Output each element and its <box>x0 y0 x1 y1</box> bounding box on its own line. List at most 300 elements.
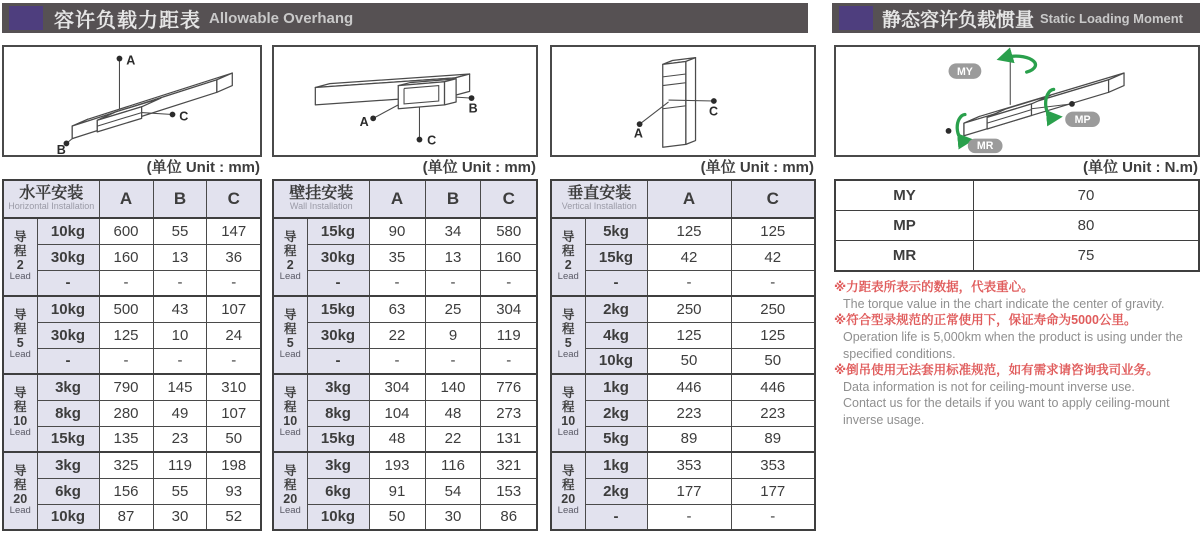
section-title-zh: 容许负载力距表 <box>54 9 201 32</box>
table-row <box>551 426 815 452</box>
lead-zh-char: 导 <box>13 308 27 323</box>
table-row <box>273 322 537 348</box>
lead-number: 10 <box>283 413 298 428</box>
horizontal-diagram-svg <box>4 47 260 155</box>
lead-cell-2 <box>3 218 37 296</box>
value-cell: 446 <box>647 374 731 400</box>
table-row <box>3 244 261 270</box>
lead-en: Lead <box>9 271 31 283</box>
table-row <box>551 478 815 504</box>
lead-zh-char: 导 <box>561 308 575 323</box>
moment-value-MY: 70 <box>974 180 1200 211</box>
value-cell: - <box>369 270 425 296</box>
value-cell: 10 <box>153 322 207 348</box>
value-cell: 22 <box>369 322 425 348</box>
table-row <box>273 426 537 452</box>
load-cell: - <box>37 270 99 296</box>
load-cell: - <box>307 270 369 296</box>
section-title-en: Allowable Overhang <box>209 9 354 27</box>
value-cell: 90 <box>369 218 425 244</box>
lead-zh-char: 导 <box>283 308 297 323</box>
table-row <box>3 452 261 478</box>
lead-zh-char: 程 <box>283 399 297 414</box>
load-cell: 2kg <box>585 296 647 322</box>
table-row <box>273 348 537 374</box>
load-cell: 10kg <box>585 348 647 374</box>
table-row <box>3 426 261 452</box>
value-cell: - <box>207 270 261 296</box>
value-cell: 140 <box>425 374 481 400</box>
value-cell: 93 <box>207 478 261 504</box>
value-cell: 500 <box>99 296 153 322</box>
moment-table <box>834 179 1200 272</box>
unit-label-mm: (单位 Unit : mm) <box>146 159 260 176</box>
lead-cell-2 <box>273 218 307 296</box>
table-title-en: Horizontal Installation <box>8 201 95 212</box>
horizontal-table-host <box>2 179 262 531</box>
lead-zh-char: 导 <box>561 464 575 479</box>
lead-cell-10 <box>273 374 307 452</box>
value-cell: 177 <box>731 478 815 504</box>
column-header-C: C <box>481 180 537 218</box>
load-cell: 5kg <box>585 218 647 244</box>
value-cell: 54 <box>425 478 481 504</box>
value-cell: 250 <box>647 296 731 322</box>
lead-zh-char: 程 <box>561 243 575 258</box>
lead-number: 2 <box>16 257 24 272</box>
lead-zh-char: 导 <box>13 230 27 245</box>
moment-table-host <box>834 179 1200 272</box>
load-cell: 6kg <box>307 478 369 504</box>
load-cell: 3kg <box>37 452 99 478</box>
lead-zh-char: 程 <box>561 321 575 336</box>
horizontal-table <box>2 179 262 531</box>
my-badge-label: MY <box>956 65 973 78</box>
table-row <box>551 322 815 348</box>
load-cell: 30kg <box>37 322 99 348</box>
column-header-B: B <box>425 180 481 218</box>
value-cell: 24 <box>207 322 261 348</box>
lead-zh-char: 导 <box>561 230 575 245</box>
lead-en: Lead <box>279 349 301 361</box>
value-cell: 49 <box>153 400 207 426</box>
column-header-A: A <box>369 180 425 218</box>
value-cell: - <box>647 504 731 530</box>
note-2 <box>834 312 1200 362</box>
value-cell: 790 <box>99 374 153 400</box>
table-title <box>551 180 647 218</box>
load-cell: 6kg <box>37 478 99 504</box>
table-row <box>551 400 815 426</box>
vertical-diagram <box>550 45 816 157</box>
mr-badge-label: MR <box>976 140 994 153</box>
value-cell: - <box>481 348 537 374</box>
value-cell: 30 <box>153 504 207 530</box>
table-row <box>551 452 815 478</box>
accent-square-icon <box>9 6 43 30</box>
value-cell: 34 <box>425 218 481 244</box>
value-cell: 273 <box>481 400 537 426</box>
value-cell: 223 <box>731 400 815 426</box>
load-cell: 8kg <box>37 400 99 426</box>
lead-zh-char: 导 <box>283 386 297 401</box>
note-3 <box>834 362 1200 429</box>
mr-axis-dot <box>946 128 952 134</box>
point-b-dot <box>469 95 475 101</box>
lead-en: Lead <box>557 271 579 283</box>
load-cell: 10kg <box>37 296 99 322</box>
wall-diagram <box>272 45 538 157</box>
table-row <box>3 218 261 244</box>
lead-cell-5 <box>3 296 37 374</box>
value-cell: - <box>153 270 207 296</box>
static-loading-moment-column <box>834 45 1200 429</box>
lead-number: 5 <box>16 335 24 350</box>
load-cell: 8kg <box>307 400 369 426</box>
lead-number: 20 <box>283 491 298 506</box>
value-cell: 353 <box>731 452 815 478</box>
table-row <box>3 348 261 374</box>
moment-value-MR: 75 <box>974 241 1200 272</box>
lead-cell-10 <box>551 374 585 452</box>
table-row <box>273 400 537 426</box>
lead-zh-char: 导 <box>561 386 575 401</box>
point-a-dot <box>370 115 376 121</box>
value-cell: 160 <box>481 244 537 270</box>
load-cell: - <box>307 348 369 374</box>
point-c-dot <box>417 137 423 143</box>
point-c-label: C <box>179 109 189 124</box>
table-row <box>551 374 815 400</box>
value-cell: 119 <box>481 322 537 348</box>
table-row <box>273 452 537 478</box>
value-cell: 30 <box>425 504 481 530</box>
load-cell: 10kg <box>37 218 99 244</box>
value-cell: 89 <box>647 426 731 452</box>
vertical-table-host <box>550 179 816 531</box>
load-cell: 10kg <box>37 504 99 530</box>
lead-cell-5 <box>273 296 307 374</box>
value-cell: 42 <box>647 244 731 270</box>
lead-number: 20 <box>13 491 28 506</box>
lead-number: 2 <box>286 257 294 272</box>
lead-number: 5 <box>286 335 294 350</box>
value-cell: 35 <box>369 244 425 270</box>
moment-label-MR: MR <box>835 241 974 272</box>
value-cell: 198 <box>207 452 261 478</box>
table-row <box>3 322 261 348</box>
value-cell: 13 <box>153 244 207 270</box>
lead-number: 20 <box>561 491 576 506</box>
value-cell: 22 <box>425 426 481 452</box>
load-cell: 15kg <box>307 296 369 322</box>
value-cell: - <box>647 270 731 296</box>
lead-cell-20 <box>273 452 307 530</box>
lead-number: 5 <box>564 335 572 350</box>
load-cell: 5kg <box>585 426 647 452</box>
value-cell: 223 <box>647 400 731 426</box>
value-cell: - <box>369 348 425 374</box>
load-cell: - <box>585 504 647 530</box>
table-row <box>273 374 537 400</box>
lead-zh-char: 导 <box>283 464 297 479</box>
value-cell: 23 <box>153 426 207 452</box>
lead-cell-10 <box>3 374 37 452</box>
value-cell: 250 <box>731 296 815 322</box>
value-cell: 55 <box>153 478 207 504</box>
note-zh: ※力距表所表示的数据，代表重心。 <box>834 280 1034 294</box>
load-cell: 15kg <box>307 218 369 244</box>
load-cell: 30kg <box>307 244 369 270</box>
value-cell: 36 <box>207 244 261 270</box>
value-cell: 177 <box>647 478 731 504</box>
note-zh: ※符合型录规范的正常使用下，保证寿命为5000公里。 <box>834 313 1137 328</box>
value-cell: - <box>153 348 207 374</box>
value-cell: 304 <box>481 296 537 322</box>
value-cell: - <box>731 504 815 530</box>
lead-zh-char: 程 <box>13 321 27 336</box>
value-cell: 87 <box>99 504 153 530</box>
lead-cell-5 <box>551 296 585 374</box>
lead-zh-char: 导 <box>13 386 27 401</box>
mp-badge-label: MP <box>1074 114 1091 127</box>
table-row <box>3 374 261 400</box>
value-cell: 48 <box>369 426 425 452</box>
value-cell: 107 <box>207 296 261 322</box>
value-cell: 42 <box>731 244 815 270</box>
point-c-dot <box>711 98 717 104</box>
horizontal-installation-column <box>2 45 262 531</box>
table-row <box>551 270 815 296</box>
unit-label-mm: (单位 Unit : mm) <box>422 159 536 176</box>
load-cell: 30kg <box>307 322 369 348</box>
section-header-allowable-overhang <box>2 3 808 33</box>
load-cell: 2kg <box>585 478 647 504</box>
value-cell: 119 <box>153 452 207 478</box>
table-row <box>551 244 815 270</box>
lead-en: Lead <box>557 349 579 361</box>
value-cell: 325 <box>99 452 153 478</box>
table-row <box>273 478 537 504</box>
value-cell: - <box>99 348 153 374</box>
lead-zh-char: 程 <box>13 243 27 258</box>
section-title-en: Static Loading Moment <box>1040 10 1184 26</box>
value-cell: 116 <box>425 452 481 478</box>
lead-en: Lead <box>279 271 301 283</box>
note-en: Operation life is 5,000km when the product is using under the specified conditions. <box>843 329 1183 361</box>
load-cell: 3kg <box>37 374 99 400</box>
lead-en: Lead <box>9 505 31 517</box>
lead-zh-char: 程 <box>13 477 27 492</box>
column-header-A: A <box>647 180 731 218</box>
section-title-zh: 静态容许负载惯量 <box>882 9 1035 31</box>
note-en: Data information is not for ceiling-mount inverse use. <box>843 379 1135 394</box>
value-cell: 50 <box>731 348 815 374</box>
lead-zh-char: 导 <box>13 464 27 479</box>
lead-en: Lead <box>279 505 301 517</box>
value-cell: 353 <box>647 452 731 478</box>
lead-number: 10 <box>561 413 576 428</box>
value-cell: - <box>731 270 815 296</box>
value-cell: 125 <box>731 322 815 348</box>
column-header-C: C <box>207 180 261 218</box>
value-cell: 446 <box>731 374 815 400</box>
load-cell: 4kg <box>585 322 647 348</box>
value-cell: 43 <box>153 296 207 322</box>
table-row <box>551 218 815 244</box>
column-header-C: C <box>731 180 815 218</box>
table-title-zh: 壁挂安装 <box>289 184 354 202</box>
note-en: The torque value in the chart indicate the center of gravity. <box>843 296 1165 311</box>
table-row <box>3 296 261 322</box>
load-cell: - <box>37 348 99 374</box>
value-cell: 135 <box>99 426 153 452</box>
table-row <box>3 478 261 504</box>
lead-en: Lead <box>9 427 31 439</box>
moment-diagram-svg <box>836 47 1198 155</box>
value-cell: 125 <box>99 322 153 348</box>
lead-cell-20 <box>3 452 37 530</box>
load-cell: 3kg <box>307 452 369 478</box>
load-cell: 2kg <box>585 400 647 426</box>
value-cell: 580 <box>481 218 537 244</box>
value-cell: 160 <box>99 244 153 270</box>
value-cell: 193 <box>369 452 425 478</box>
load-cell: 1kg <box>585 452 647 478</box>
table-row <box>551 348 815 374</box>
lead-zh-char: 程 <box>283 243 297 258</box>
lead-zh-char: 程 <box>283 321 297 336</box>
load-cell: 15kg <box>37 426 99 452</box>
note-zh: ※倒吊使用无法套用标准规范，如有需求请咨询我司业务。 <box>834 363 1159 378</box>
value-cell: - <box>425 348 481 374</box>
value-cell: 63 <box>369 296 425 322</box>
lead-zh-char: 程 <box>561 477 575 492</box>
value-cell: 153 <box>481 478 537 504</box>
value-cell: - <box>481 270 537 296</box>
load-cell: 15kg <box>307 426 369 452</box>
lead-zh-char: 导 <box>283 230 297 245</box>
value-cell: 86 <box>481 504 537 530</box>
value-cell: 89 <box>731 426 815 452</box>
point-c-dot <box>170 112 176 118</box>
table-title-en: Wall Installation <box>289 201 353 212</box>
point-a-label: A <box>126 53 136 68</box>
table-row <box>273 270 537 296</box>
value-cell: 321 <box>481 452 537 478</box>
table-title-zh: 水平安装 <box>19 184 84 202</box>
moment-value-MP: 80 <box>974 211 1200 241</box>
column-header-A: A <box>99 180 153 218</box>
value-cell: 125 <box>647 322 731 348</box>
point-a-dot <box>117 56 123 62</box>
note-1 <box>834 279 1200 312</box>
value-cell: 104 <box>369 400 425 426</box>
section-header-static-loading-moment <box>832 3 1200 33</box>
load-cell: - <box>585 270 647 296</box>
lead-zh-char: 程 <box>13 399 27 414</box>
load-cell: 3kg <box>307 374 369 400</box>
lead-zh-char: 程 <box>283 477 297 492</box>
value-cell: 125 <box>731 218 815 244</box>
load-cell: 10kg <box>307 504 369 530</box>
value-cell: 310 <box>207 374 261 400</box>
value-cell: 280 <box>99 400 153 426</box>
lead-en: Lead <box>9 349 31 361</box>
moment-row <box>835 180 1199 211</box>
table-row <box>3 270 261 296</box>
note-en: Contact us for the details if you want to apply ceiling-mount inverse usage. <box>843 396 1170 427</box>
table-row <box>551 296 815 322</box>
table-title-zh: 垂直安装 <box>567 184 632 202</box>
table-title <box>3 180 99 218</box>
lead-cell-2 <box>551 218 585 296</box>
value-cell: 156 <box>99 478 153 504</box>
table-row <box>3 504 261 530</box>
value-cell: 50 <box>369 504 425 530</box>
footnotes <box>834 279 1200 429</box>
lead-en: Lead <box>279 427 301 439</box>
value-cell: - <box>425 270 481 296</box>
unit-label-nm: (单位 Unit : N.m) <box>1083 159 1198 176</box>
load-cell: 1kg <box>585 374 647 400</box>
wall-table-host <box>272 179 538 531</box>
value-cell: 131 <box>481 426 537 452</box>
table-row <box>551 504 815 530</box>
column-header-B: B <box>153 180 207 218</box>
value-cell: 55 <box>153 218 207 244</box>
value-cell: - <box>99 270 153 296</box>
wall-table <box>272 179 538 531</box>
point-a-label: A <box>359 115 369 130</box>
value-cell: 776 <box>481 374 537 400</box>
horizontal-diagram <box>2 45 262 157</box>
lead-number: 10 <box>13 413 28 428</box>
table-row <box>273 504 537 530</box>
wall-diagram-svg <box>274 47 536 155</box>
moment-row <box>835 211 1199 241</box>
moment-row <box>835 241 1199 272</box>
table-title-en: Vertical Installation <box>561 201 637 212</box>
value-cell: 600 <box>99 218 153 244</box>
moment-label-MY: MY <box>835 180 974 211</box>
table-row <box>3 400 261 426</box>
value-cell: 48 <box>425 400 481 426</box>
load-cell: 15kg <box>585 244 647 270</box>
point-a-label: A <box>633 126 643 141</box>
table-row <box>273 296 537 322</box>
value-cell: 145 <box>153 374 207 400</box>
value-cell: 9 <box>425 322 481 348</box>
point-c-label: C <box>709 104 719 119</box>
value-cell: 50 <box>647 348 731 374</box>
value-cell: 304 <box>369 374 425 400</box>
point-c-label: C <box>427 133 437 148</box>
value-cell: 25 <box>425 296 481 322</box>
vertical-table <box>550 179 816 531</box>
vertical-installation-column <box>550 45 816 531</box>
lead-en: Lead <box>557 427 579 439</box>
table-row <box>273 244 537 270</box>
value-cell: 52 <box>207 504 261 530</box>
value-cell: 13 <box>425 244 481 270</box>
mp-axis-dot <box>1069 101 1075 107</box>
lead-zh-char: 程 <box>561 399 575 414</box>
lead-en: Lead <box>557 505 579 517</box>
accent-square-icon <box>839 6 873 30</box>
table-row <box>273 218 537 244</box>
value-cell: 91 <box>369 478 425 504</box>
